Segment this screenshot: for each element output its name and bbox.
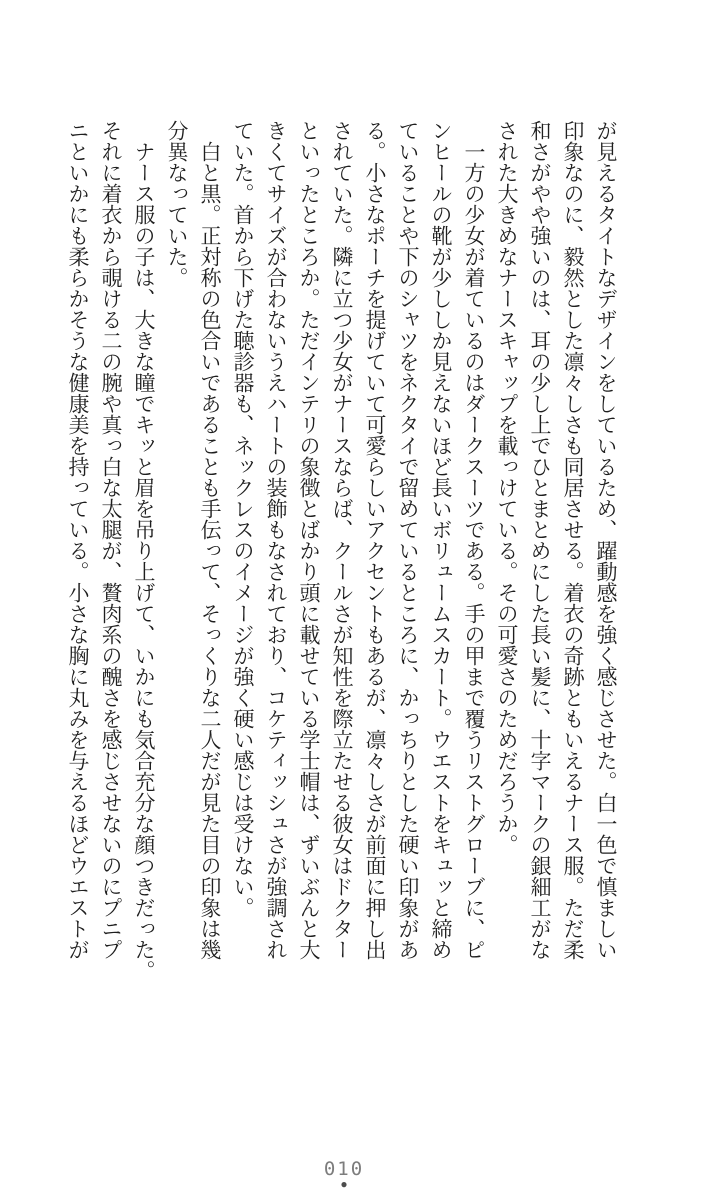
page-footer xyxy=(0,1158,688,1190)
text-line: 白と黒。正対称の色合いであることも手伝って、そっくりな二人だが見た目の印象は幾 xyxy=(198,120,222,960)
text-line: といったところか。ただインテリの象徴とばかり頭に載せている学士帽は、ずいぶんと大 xyxy=(297,120,321,960)
page-marker-icon: ● xyxy=(340,1177,348,1191)
vertical-text-block xyxy=(61,120,622,992)
text-line: されていた。隣に立つ少女がナースならば、クールさが知性を際立たせる彼女はドクター xyxy=(330,120,354,960)
text-line: ンヒールの靴が少ししか見えないほど長いボリュームスカート。ウエストをキュッと締め xyxy=(429,120,453,960)
text-line: 和さがやや強いのは、耳の少し上でひとまとめにした長い髪に、十字マークの銀細工がな xyxy=(528,120,552,960)
text-line: ていた。首から下げた聴診器も、ネックレスのイメージが強く硬い感じは受けない。 xyxy=(231,120,255,918)
text-line: 分異なっていた。 xyxy=(165,120,189,288)
page-number: 010 xyxy=(323,1158,365,1180)
text-line: ていることや下のシャツをネクタイで留めているところに、かっちりとした硬い印象があ xyxy=(396,120,420,960)
text-line: る。小さなポーチを提げていて可愛らしいアクセントもあるが、凛々しさが前面に押し出 xyxy=(363,120,387,960)
text-line: ニといかにも柔らかそうな健康美を持っている。小さな胸に丸みを与えるほどウエストが xyxy=(66,120,90,960)
text-line: きくてサイズが合わないうえハートの装飾もなされており、コケティッシュさが強調され xyxy=(264,120,288,960)
text-line: 一方の少女が着ているのはダークスーツである。手の甲まで覆うリストグローブに、ピ xyxy=(462,120,486,960)
text-line: 印象なのに、毅然とした凛々しさも同居させる。着衣の奇跡ともいえるナース服。ただ柔 xyxy=(561,120,585,960)
text-line: ナース服の子は、大きな瞳でキッと眉を吊り上げて、いかにも気合充分な顔つきだった。 xyxy=(132,120,156,981)
text-line: が見えるタイトなデザインをしているため、躍動感を強く感じさせた。白一色で慎ましい xyxy=(594,120,618,960)
text-line: それに着衣から覗ける二の腕や真っ白な太腿が、贅肉系の醜さを感じさせないのにプニプ xyxy=(99,120,123,960)
text-line: された大きめなナースキャップを載っけている。その可愛さのためだろうか。 xyxy=(495,120,519,855)
